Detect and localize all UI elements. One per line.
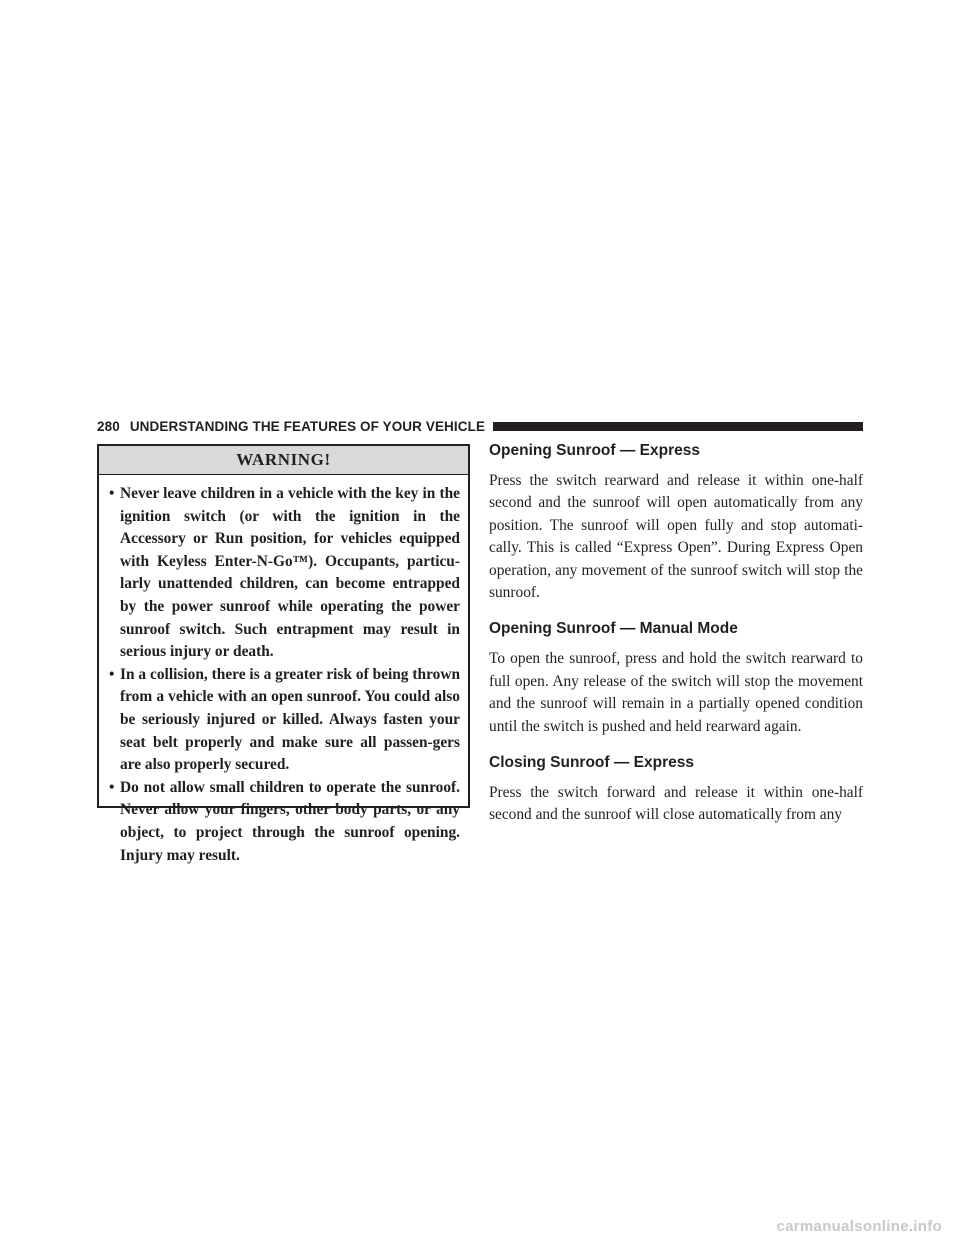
warning-list	[99, 475, 468, 867]
section-heading: Opening Sunroof — Manual Mode	[489, 620, 738, 638]
warning-item	[109, 664, 460, 777]
warning-box	[97, 444, 470, 864]
warning-item	[109, 483, 460, 664]
bullet-icon: •	[109, 778, 115, 796]
warning-item	[109, 777, 460, 867]
warning-item-text: Never leave children in a vehicle with the key in the ignition switch (or with the ignition in the Accessory or Run position, for vehicles equipped with Keyless Enter-N-Go™). Occupants, particu-larly unattended children, can become entrapped by the power sunroof while operating the power sunroof switch. Such entrapment may result in serious injury or death.	[120, 485, 460, 661]
section-body: To open the sunroof, press and hold the switch rearward to full open. Any release of the switch will stop the movement and the sunroof will remain in a partially opened condition until the switch is pushed and held rearward again.	[489, 650, 863, 735]
warning-item-text: In a collision, there is a greater risk of being thrown from a vehicle with an open sunroof. You could also be seriously injured or killed. Always fasten your seat belt properly and make sure all passen-gers are also properly secured.	[120, 665, 460, 774]
right-column	[489, 440, 863, 827]
section-title: UNDERSTANDING THE FEATURES OF YOUR VEHICLE	[129, 418, 486, 434]
page-number: 280	[97, 418, 120, 434]
section-body: Press the switch forward and release it within one-half second and the sunroof will close automatically from any	[489, 784, 863, 824]
section-body: Press the switch rearward and release it within one-half second and the sunroof will open automatically from any position. The sunroof will open fully and stop automati-cally. This is called “Express Open”. During Express Open operation, any movement of the sunroof switch will stop the sunroof.	[489, 472, 863, 602]
header-rule	[493, 422, 863, 431]
warning-item-text: Do not allow small children to operate the sunroof. Never allow your fingers, other body parts, or any object, to project through the sunroof opening. Injury may result.	[120, 778, 460, 864]
section-heading: Opening Sunroof — Express	[489, 442, 700, 459]
section-heading: Closing Sunroof — Express	[489, 754, 694, 772]
bullet-icon: •	[109, 485, 115, 502]
page-header	[97, 416, 863, 436]
bullet-icon: •	[109, 665, 115, 683]
warning-title: WARNING!	[99, 446, 468, 475]
watermark-link[interactable]: carmanualsonline.info	[776, 1218, 942, 1235]
